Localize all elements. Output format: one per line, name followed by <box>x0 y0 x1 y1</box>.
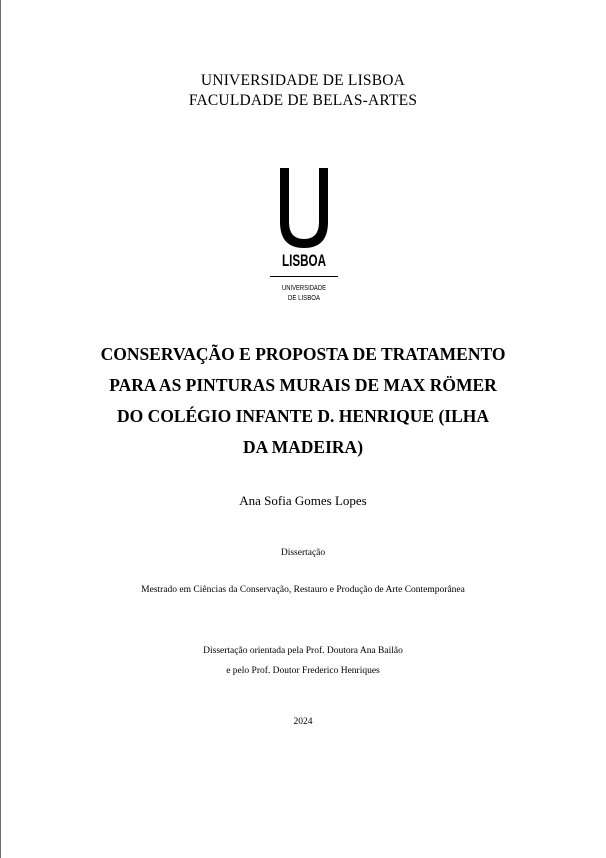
logo-subline-2: DE LISBOA <box>288 295 321 302</box>
dissertation-title <box>0 339 606 463</box>
faculty-name: FACULDADE DE BELAS-ARTES <box>188 92 418 109</box>
institution-header <box>0 71 606 111</box>
logo-wordmark: LISBOA <box>282 251 326 270</box>
degree-name: Mestrado em Ciências da Conservação, Restauro e Produção de Arte Contemporânea <box>141 585 465 595</box>
supervisor-line-2: e pelo Prof. Doutor Frederico Henriques <box>226 666 380 676</box>
title-line: DO COLÉGIO INFANTE D. HENRIQUE (ILHA <box>116 406 490 426</box>
title-line: DA MADEIRA) <box>242 437 364 457</box>
university-name: UNIVERSIDADE DE LISBOA <box>200 72 406 89</box>
logo-subline-1: UNIVERSIDADE <box>282 285 327 292</box>
logo-rule <box>270 276 338 277</box>
supervisor-line-1: Dissertação orientada pela Prof. Doutora Ana Bailão <box>203 646 403 656</box>
author-name: Ana Sofia Gomes Lopes <box>239 493 367 508</box>
title-line: CONSERVAÇÃO E PROPOSTA DE TRATAMENTO <box>100 344 506 364</box>
document-type: Dissertação <box>280 548 326 558</box>
title-line: PARA AS PINTURAS MURAIS DE MAX RÖMER <box>109 375 497 395</box>
year: 2024 <box>293 717 313 727</box>
supervision <box>0 641 606 681</box>
logo-u-mark <box>280 168 328 248</box>
university-logo <box>266 164 342 310</box>
